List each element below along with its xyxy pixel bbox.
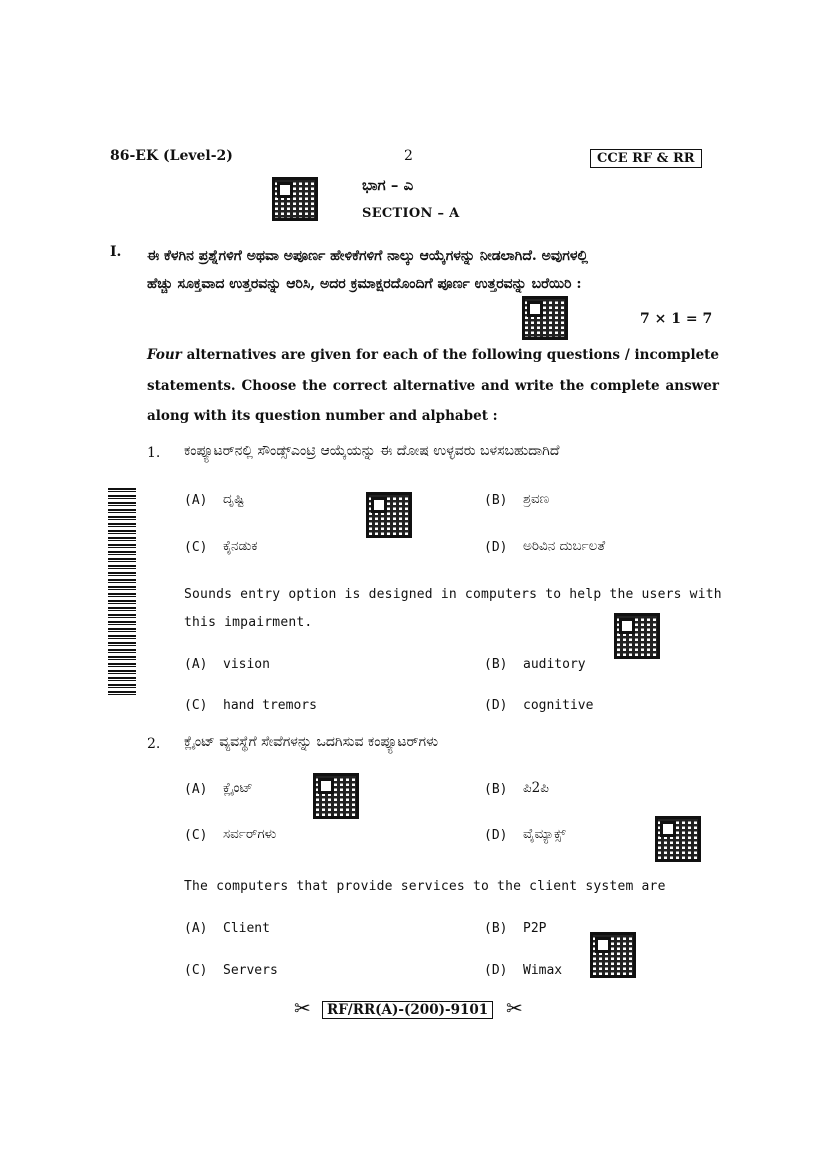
instructions-kannada (147, 242, 722, 298)
ornament-icon: ✂ (506, 996, 523, 1020)
paper-code: 86-EK (Level-2) (110, 148, 233, 164)
option-text: ಪಿ2ಪಿ (523, 780, 549, 796)
qr-code-icon (313, 773, 359, 819)
option-letter: (B) (484, 657, 508, 672)
option-text: ಕೈನಡುಕ (223, 538, 258, 554)
option-text: P2P (523, 921, 547, 936)
qr-code-icon (590, 932, 636, 978)
option-letter: (D) (484, 540, 508, 555)
footer-code: RF/RR(A)-(200)-9101 (322, 1001, 493, 1019)
option-letter: (B) (484, 493, 508, 508)
option-text: Servers (223, 963, 278, 978)
option-letter: (B) (484, 921, 508, 936)
question-text-english: this impairment. (184, 615, 313, 630)
question-number: 2. (147, 736, 161, 752)
option-text: cognitive (523, 698, 594, 713)
qr-code-icon (655, 816, 701, 862)
option-text: ಕ್ಲೈಂಟ್ (223, 780, 253, 796)
question-text-kannada: ಕಂಪ್ಯೂಟರ್‌ನಲ್ಲಿ ಸೌಂಡ್ಸ್‌ಎಂಟ್ರಿ ಆಯ್ಕೆಯನ್ನು ಈ ದೋಷ ಉಳ್ಳವರು ಬಳಸಬಹುದಾಗಿದೆ (184, 443, 560, 459)
qr-code-icon (366, 492, 412, 538)
exam-label-box: CCE RF & RR (590, 149, 702, 168)
option-text: ದೃಷ್ಟಿ (223, 491, 245, 507)
question-text-english: Sounds entry option is designed in computers to help the users with (184, 587, 722, 602)
option-letter: (B) (484, 782, 508, 797)
instructions-text: alternatives are given for each of the following questions / incomplete statements. Choose the correct alternative and write the complete answer along with its question number and alphabet : (147, 347, 719, 424)
instructions-kannada-line: ಈ ಕೆಳಗಿನ ಪ್ರಶ್ನೆಗಳಿಗೆ ಅಥವಾ ಅಪೂರ್ಣ ಹೇಳಿಕೆಗಳಿಗೆ ನಾಲ್ಕು ಆಯ್ಕೆಗಳನ್ನು ನೀಡಲಾಗಿದೆ. ಅವುಗಳಲ್ಲಿ (147, 248, 589, 264)
barcode-icon (108, 488, 136, 696)
question-text-english: The computers that provide services to the client system are (184, 879, 666, 894)
page-number: 2 (404, 148, 413, 164)
option-text: ವೈಮ್ಯಾಕ್ಸ್ (523, 826, 566, 842)
option-letter: (A) (184, 657, 208, 672)
option-text: Client (223, 921, 270, 936)
option-text: auditory (523, 657, 586, 672)
option-letter: (A) (184, 921, 208, 936)
option-letter: (C) (184, 963, 208, 978)
question-group-number: I. (110, 244, 122, 260)
option-letter: (D) (484, 963, 508, 978)
question-text-kannada: ಕ್ಲೈಂಟ್ ವ್ಯವಸ್ಥೆಗೆ ಸೇವೆಗಳನ್ನು ಒದಗಿಸುವ ಕಂಪ್ಯೂಟರ್‌ಗಳು (184, 734, 439, 750)
ornament-icon: ✂ (294, 996, 311, 1020)
instructions-emphasis: Four (147, 347, 182, 363)
question-number: 1. (147, 445, 161, 461)
option-letter: (A) (184, 782, 208, 797)
option-text: vision (223, 657, 270, 672)
section-title-kannada: ಭಾಗ – ಎ (362, 176, 414, 194)
qr-code-icon (272, 177, 318, 221)
instructions-english (147, 340, 719, 432)
option-letter: (C) (184, 828, 208, 843)
option-letter: (D) (484, 828, 508, 843)
option-letter: (C) (184, 698, 208, 713)
instructions-kannada-line: ಹೆಚ್ಚು ಸೂಕ್ತವಾದ ಉತ್ತರವನ್ನು ಆರಿಸಿ, ಅದರ ಕ್ರಮಾಕ್ಷರದೊಂದಿಗೆ ಪೂರ್ಣ ಉತ್ತರವನ್ನು ಬರೆಯಿರಿ : (147, 276, 582, 292)
qr-code-icon (614, 613, 660, 659)
section-title: SECTION – A (362, 206, 460, 221)
option-text: hand tremors (223, 698, 317, 713)
option-text: ಸರ್ವರ್‌ಗಳು (223, 826, 277, 842)
option-letter: (D) (484, 698, 508, 713)
option-text: ಶ್ರವಣ (523, 491, 550, 507)
qr-code-icon (522, 296, 568, 340)
option-text: ಅರಿವಿನ ದುರ್ಬಲತೆ (523, 538, 606, 554)
option-letter: (C) (184, 540, 208, 555)
option-letter: (A) (184, 493, 208, 508)
option-text: Wimax (523, 963, 563, 978)
marks-scheme: 7 × 1 = 7 (640, 311, 713, 327)
